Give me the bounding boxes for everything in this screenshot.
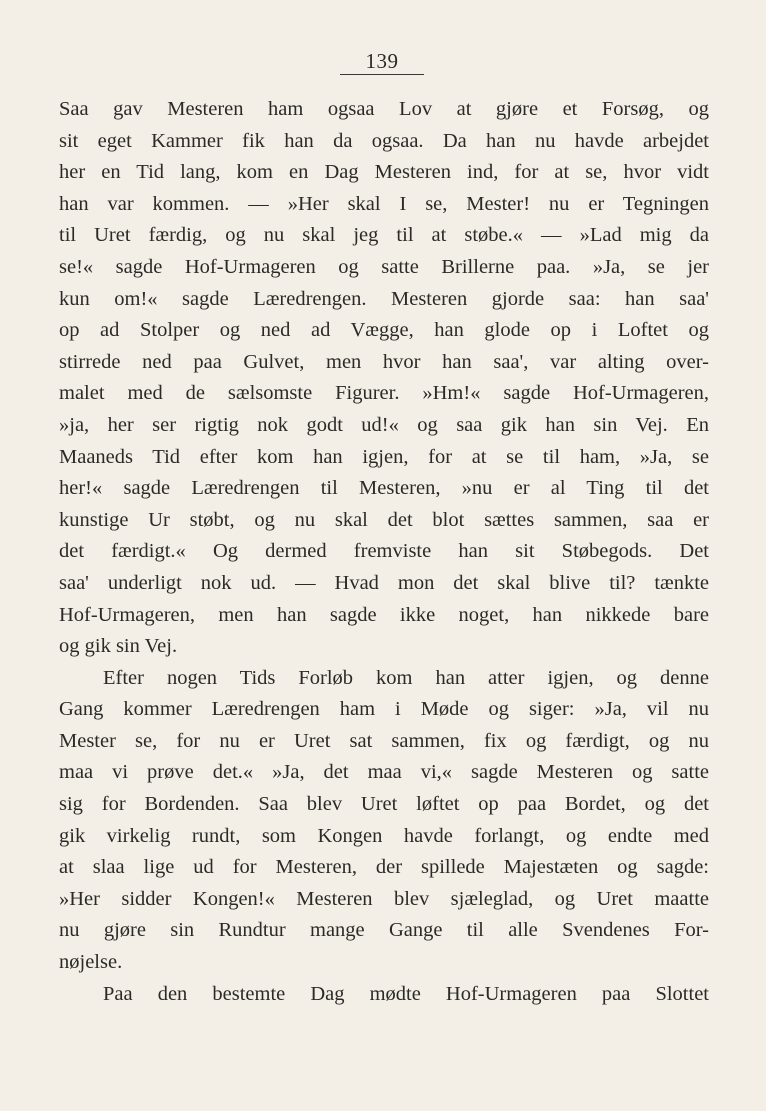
text-line: saa' underligt nok ud. — Hvad mon det skal blive til? tænkte [59,571,709,594]
text-line: Efter nogen Tids Forløb kom han atter igjen, og denne [103,666,709,689]
body-text [59,94,709,1010]
text-line: til Uret færdig, og nu skal jeg til at støbe.« — »Lad mig da [59,224,709,247]
text-line: kun om!« sagde Læredrengen. Mesteren gjorde saa: han saa' [59,287,709,310]
page-number: 139 [340,48,424,75]
text-line: Paa den bestemte Dag mødte Hof-Urmageren paa Slottet [103,982,709,1005]
text-line: malet med de sælsomste Figurer. »Hm!« sagde Hof-Urmageren, [59,382,709,405]
text-line: »ja, her ser rigtig nok godt ud!« og saa gik han sin Vej. En [59,413,709,436]
text-line: her!« sagde Læredrengen til Mesteren, »nu er al Ting til det [59,477,709,500]
text-line: det færdigt.« Og dermed fremviste han sit Støbegods. Det [59,540,709,563]
text-line: sig for Bordenden. Saa blev Uret løftet op paa Bordet, og det [59,793,709,816]
text-line: at slaa lige ud for Mesteren, der spillede Majestæten og sagde: [59,856,709,879]
text-line: stirrede ned paa Gulvet, men hvor han saa', var alting over- [59,350,709,373]
text-line: Gang kommer Læredrengen ham i Møde og siger: »Ja, vil nu [59,698,709,721]
text-line: op ad Stolper og ned ad Vægge, han glode op i Loftet og [59,319,709,342]
text-line: Hof-Urmageren, men han sagde ikke noget, han nikkede bare [59,603,709,626]
text-line: nøjelse. [59,951,123,974]
text-line: Mester se, for nu er Uret sat sammen, fix og færdigt, og nu [59,729,709,752]
text-line: »Her sidder Kongen!« Mesteren blev sjæleglad, og Uret maatte [59,887,709,910]
text-line: Maaneds Tid efter kom han igjen, for at se til ham, »Ja, se [59,445,709,468]
text-line: her en Tid lang, kom en Dag Mesteren ind, for at se, hvor vidt [59,161,709,184]
text-line: kunstige Ur støbt, og nu skal det blot sættes sammen, saa er [59,508,709,531]
text-line: se!« sagde Hof-Urmageren og satte Brillerne paa. »Ja, se jer [59,255,709,278]
text-line: maa vi prøve det.« »Ja, det maa vi,« sagde Mesteren og satte [59,761,709,784]
text-line: sit eget Kammer fik han da ogsaa. Da han nu havde arbejdet [59,129,709,152]
text-line: nu gjøre sin Rundtur mange Gange til alle Svendenes For- [59,919,709,942]
text-line: og gik sin Vej. [59,635,178,658]
text-line: gik virkelig rundt, som Kongen havde forlangt, og endte med [59,824,709,847]
text-line: Saa gav Mesteren ham ogsaa Lov at gjøre et Forsøg, og [59,98,709,120]
text-line: han var kommen. — »Her skal I se, Mester! nu er Tegningen [59,192,709,215]
